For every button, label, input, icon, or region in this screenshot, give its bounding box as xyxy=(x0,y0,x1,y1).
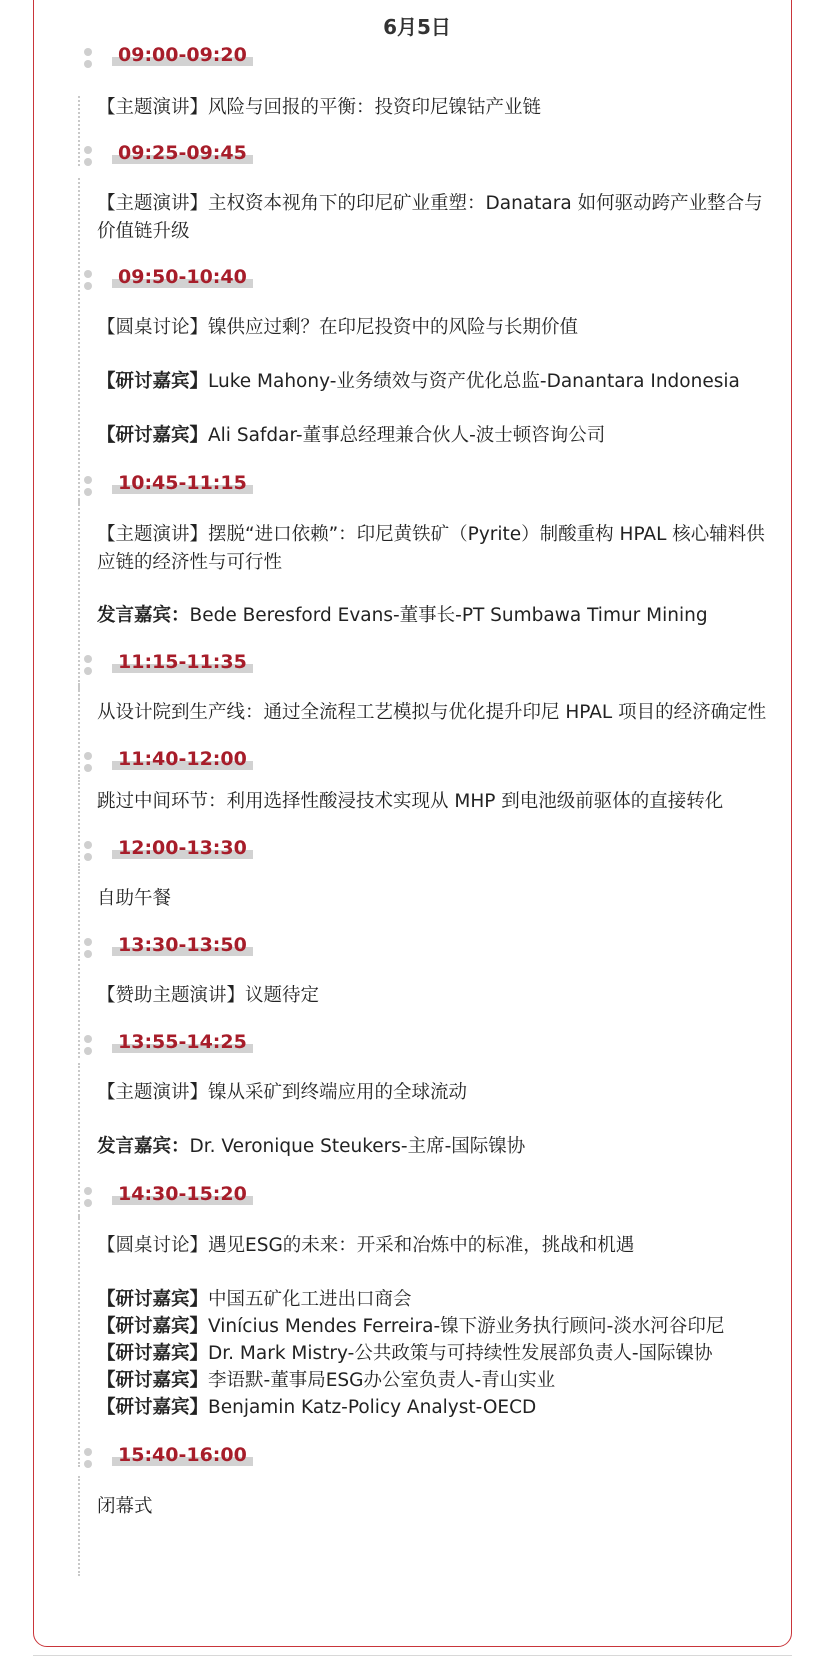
line-label: 【主题演讲】 xyxy=(97,193,209,214)
divider xyxy=(33,1655,792,1656)
session-time xyxy=(112,746,253,772)
session-time-text: 12:00-13:30 xyxy=(118,837,247,859)
speaker-line xyxy=(97,422,777,450)
speaker-line xyxy=(97,1133,777,1161)
line-text: 摆脱“进口依赖”：印尼黄铁矿（Pyrite）制酸重构 HPAL 核心辅料供应链的经济性与可行性 xyxy=(97,524,765,573)
timeline-rail xyxy=(78,178,80,308)
timeline-rail xyxy=(78,1476,80,1576)
timeline-rail xyxy=(78,683,80,779)
line-label: 发言嘉宾： xyxy=(97,1136,190,1157)
timeline-dots-icon xyxy=(84,1448,92,1472)
line-label: 【赞助主题演讲】 xyxy=(97,985,246,1006)
line-label: 【圆桌讨论】 xyxy=(97,317,209,338)
timeline-dots-icon xyxy=(84,841,92,865)
line-text: Dr. Mark Mistry-公共政策与可持续性发展部负责人-国际镍协 xyxy=(208,1343,713,1364)
line-label: 【研讨嘉宾】 xyxy=(97,371,209,392)
line-text: Vinícius Mendes Ferreira-镍下游业务执行顾问-淡水河谷印尼 xyxy=(208,1316,725,1337)
line-label: 【主题演讲】 xyxy=(97,1082,209,1103)
session-time xyxy=(112,264,253,290)
line-text: 遇见ESG的未来：开采和冶炼中的标准，挑战和机遇 xyxy=(208,1235,635,1256)
timeline-dots-icon xyxy=(84,270,92,294)
timeline-dots-icon xyxy=(84,938,92,962)
session-topic xyxy=(97,699,777,727)
session-time-text: 14:30-15:20 xyxy=(118,1183,247,1205)
session-time xyxy=(112,470,253,496)
session-time xyxy=(112,42,253,68)
timeline-rail xyxy=(78,869,80,961)
line-label: 【主题演讲】 xyxy=(97,524,209,545)
line-text: 风险与回报的平衡：投资印尼镍钴产业链 xyxy=(208,97,542,118)
line-text: 中国五矿化工进出口商会 xyxy=(208,1289,412,1310)
line-text: 闭幕式 xyxy=(97,1496,153,1517)
line-text: Benjamin Katz-Policy Analyst-OECD xyxy=(208,1397,537,1418)
line-label: 【研讨嘉宾】 xyxy=(97,1343,209,1364)
timeline-rail xyxy=(78,1063,80,1219)
session-topic xyxy=(97,885,777,913)
session-time xyxy=(112,1442,253,1468)
speaker-line xyxy=(97,1367,777,1395)
line-text: 主权资本视角下的印尼矿业重塑：Danatara 如何驱动跨产业整合与价值链升级 xyxy=(97,193,763,242)
speaker-line xyxy=(97,602,777,630)
timeline-rail xyxy=(78,96,80,166)
speaker-line xyxy=(97,1394,777,1422)
session-topic xyxy=(97,94,777,122)
line-text: 镍供应过剩？在印尼投资中的风险与长期价值 xyxy=(208,317,579,338)
session-topic xyxy=(97,1079,777,1107)
speaker-line xyxy=(97,1286,777,1314)
session-time-text: 11:15-11:35 xyxy=(118,651,247,673)
timeline-dots-icon xyxy=(84,1187,92,1211)
line-text: 镍从采矿到终端应用的全球流动 xyxy=(208,1082,468,1103)
timeline-dots-icon xyxy=(84,655,92,679)
session-topic xyxy=(97,1232,777,1260)
session-time-text: 11:40-12:00 xyxy=(118,748,247,770)
session-time-text: 09:50-10:40 xyxy=(118,266,247,288)
session-time xyxy=(112,140,253,166)
timeline-rail xyxy=(78,500,80,690)
timeline-dots-icon xyxy=(84,476,92,500)
line-text: 自助午餐 xyxy=(97,888,172,909)
line-label: 【研讨嘉宾】 xyxy=(97,1397,209,1418)
speaker-line xyxy=(97,368,777,396)
session-time-text: 10:45-11:15 xyxy=(118,472,247,494)
line-text: Ali Safdar-董事总经理兼合伙人-波士顿咨询公司 xyxy=(208,425,606,446)
line-text: Bede Beresford Evans-董事长-PT Sumbawa Timur Mining xyxy=(189,605,708,626)
timeline-dots-icon xyxy=(84,48,92,72)
session-time xyxy=(112,1181,253,1207)
line-text: 议题待定 xyxy=(245,985,320,1006)
speaker-line xyxy=(97,1340,777,1368)
session-time xyxy=(112,835,253,861)
timeline-dots-icon xyxy=(84,146,92,170)
timeline-rail xyxy=(78,780,80,868)
line-text: Dr. Veronique Steukers-主席-国际镍协 xyxy=(189,1136,526,1157)
session-topic xyxy=(97,788,777,816)
session-topic xyxy=(97,1493,777,1521)
line-label: 【研讨嘉宾】 xyxy=(97,1316,209,1337)
line-text: 李语默-董事局ESG办公室负责人-青山实业 xyxy=(208,1370,556,1391)
session-time xyxy=(112,932,253,958)
session-time-text: 13:55-14:25 xyxy=(118,1031,247,1053)
line-label: 【主题演讲】 xyxy=(97,97,209,118)
line-label: 【研讨嘉宾】 xyxy=(97,1289,209,1310)
session-time xyxy=(112,649,253,675)
session-time-text: 15:40-16:00 xyxy=(118,1444,247,1466)
session-time-text: 09:00-09:20 xyxy=(118,44,247,66)
session-topic xyxy=(97,521,777,577)
line-label: 发言嘉宾： xyxy=(97,605,190,626)
session-topic xyxy=(97,982,777,1010)
line-label: 【圆桌讨论】 xyxy=(97,1235,209,1256)
timeline-rail xyxy=(78,964,80,1058)
session-topic xyxy=(97,190,777,246)
session-topic xyxy=(97,314,777,342)
timeline-dots-icon xyxy=(84,1035,92,1059)
speaker-line xyxy=(97,1313,777,1341)
session-time xyxy=(112,1029,253,1055)
session-time-text: 13:30-13:50 xyxy=(118,934,247,956)
line-label: 【研讨嘉宾】 xyxy=(97,425,209,446)
timeline-rail xyxy=(78,1215,80,1467)
line-text: 跳过中间环节：利用选择性酸浸技术实现从 MHP 到电池级前驱体的直接转化 xyxy=(97,791,724,812)
line-label: 【研讨嘉宾】 xyxy=(97,1370,209,1391)
timeline-dots-icon xyxy=(84,752,92,776)
line-text: 从设计院到生产线：通过全流程工艺模拟与优化提升印尼 HPAL 项目的经济确定性 xyxy=(97,702,767,723)
day-title: 6月5日 xyxy=(383,15,451,39)
timeline-rail xyxy=(78,298,80,504)
session-time-text: 09:25-09:45 xyxy=(118,142,247,164)
line-text: Luke Mahony-业务绩效与资产优化总监-Danantara Indonesia xyxy=(208,371,740,392)
